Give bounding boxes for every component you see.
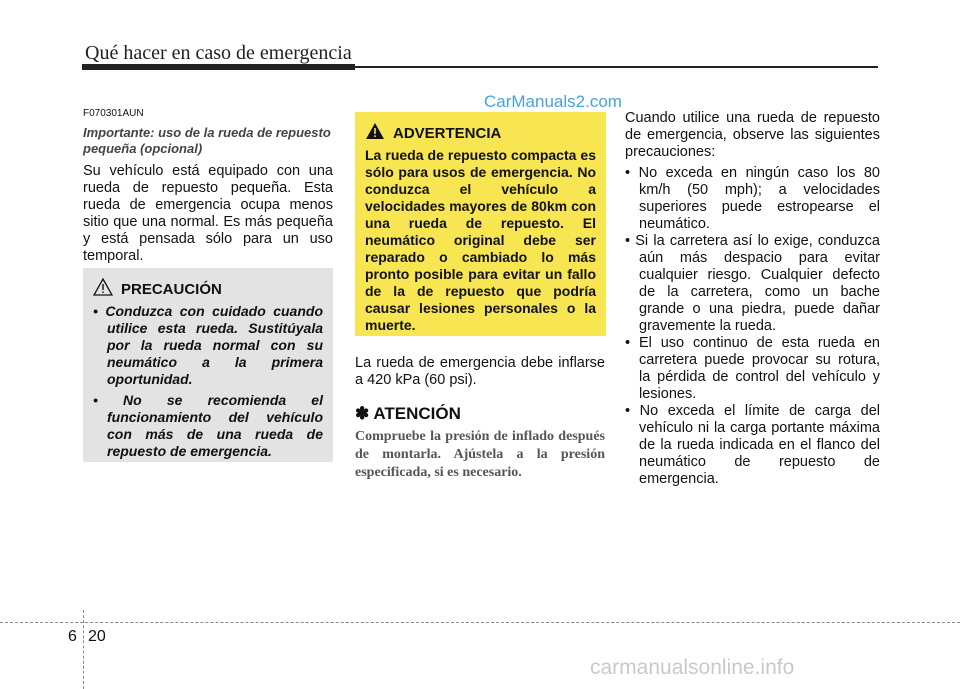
precaution-header (93, 278, 323, 301)
watermark-top[interactable]: CarManuals2.com (484, 92, 622, 111)
header-rule (82, 66, 878, 68)
precautions-intro: Cuando utilice una rueda de repuesto de emergencia, observe las siguientes precauciones: (625, 110, 880, 160)
left-column (83, 108, 333, 265)
precaution-list (93, 303, 323, 460)
section-code: F070301AUN (83, 108, 144, 119)
precautions-item: • El uso continuo de esta rueda en carretera puede provocar su rotura, la pérdida de control del vehículo y lesiones. (625, 335, 880, 402)
precaution-title: PRECAUCIÓN (121, 281, 222, 298)
page-number: 20 (88, 628, 106, 645)
footer-dashed-rule (0, 622, 960, 623)
precaution-item: • Conduzca con cuidado cuando utilice esta rueda. Sustitúyala por la rueda normal con su neumático a la primera oportunidad. (93, 303, 323, 387)
warning-triangle-icon (365, 122, 385, 145)
warning-title: ADVERTENCIA (393, 125, 502, 142)
inflate-paragraph: La rueda de emergencia debe inflarse a 420 kPa (60 psi). (355, 355, 605, 388)
warning-header (365, 122, 596, 145)
chapter-number: 6 (68, 628, 77, 645)
footer-vertical-dashed-rule (83, 610, 84, 689)
caution-triangle-icon (93, 278, 113, 301)
attention-body: Compruebe la presión de inflado después de montarla. Ajústela a la presión especificada, si es necesario. (355, 429, 605, 480)
right-column (625, 110, 880, 488)
section-subtitle: Importante: uso de la rueda de repuesto pequeña (opcional) (83, 125, 331, 156)
precaution-item: • No se recomienda el funcionamiento del vehículo con más de una rueda de repuesto de emergencia. (93, 392, 323, 459)
watermark-bottom[interactable]: carmanualsonline.info (590, 656, 795, 679)
precautions-item: • Si la carretera así lo exige, conduzca aún más despacio para evitar cualquier riesgo. Cualquier defecto de la carretera, como un bache grande o una piedra, puede dañar gravemente la rueda. (625, 233, 880, 334)
precautions-list (625, 165, 880, 488)
precautions-item: • No exceda el límite de carga del vehículo ni la carga portante máxima de la rueda indicada en el flanco del neumático de repuesto de emergencia. (625, 403, 880, 487)
attention-title: ✽ ATENCIÓN (355, 404, 461, 423)
warning-box (355, 112, 606, 336)
warning-body: La rueda de repuesto compacta es sólo para usos de emergencia. No conduzca el vehículo a velocidades mayores de 80km con una rueda de repuesto. El neumático original debe ser reparado o cambiado lo más pronto posible para evitar un fallo de la de repuesto que podría causar lesiones personales o la muerte. (365, 147, 596, 333)
precautions-item: • No exceda en ningún caso los 80 km/h (50 mph); a velocidades superiores puede estropearse el neumático. (625, 165, 880, 232)
precaution-box (83, 268, 333, 462)
section-body: Su vehículo está equipado con una rueda de repuesto pequeña. Esta rueda de emergencia ocupa menos sitio que una normal. Es más pequeña y está pensada sólo para un uso temporal. (83, 163, 333, 264)
page-header-title: Qué hacer en caso de emergencia (85, 42, 352, 64)
